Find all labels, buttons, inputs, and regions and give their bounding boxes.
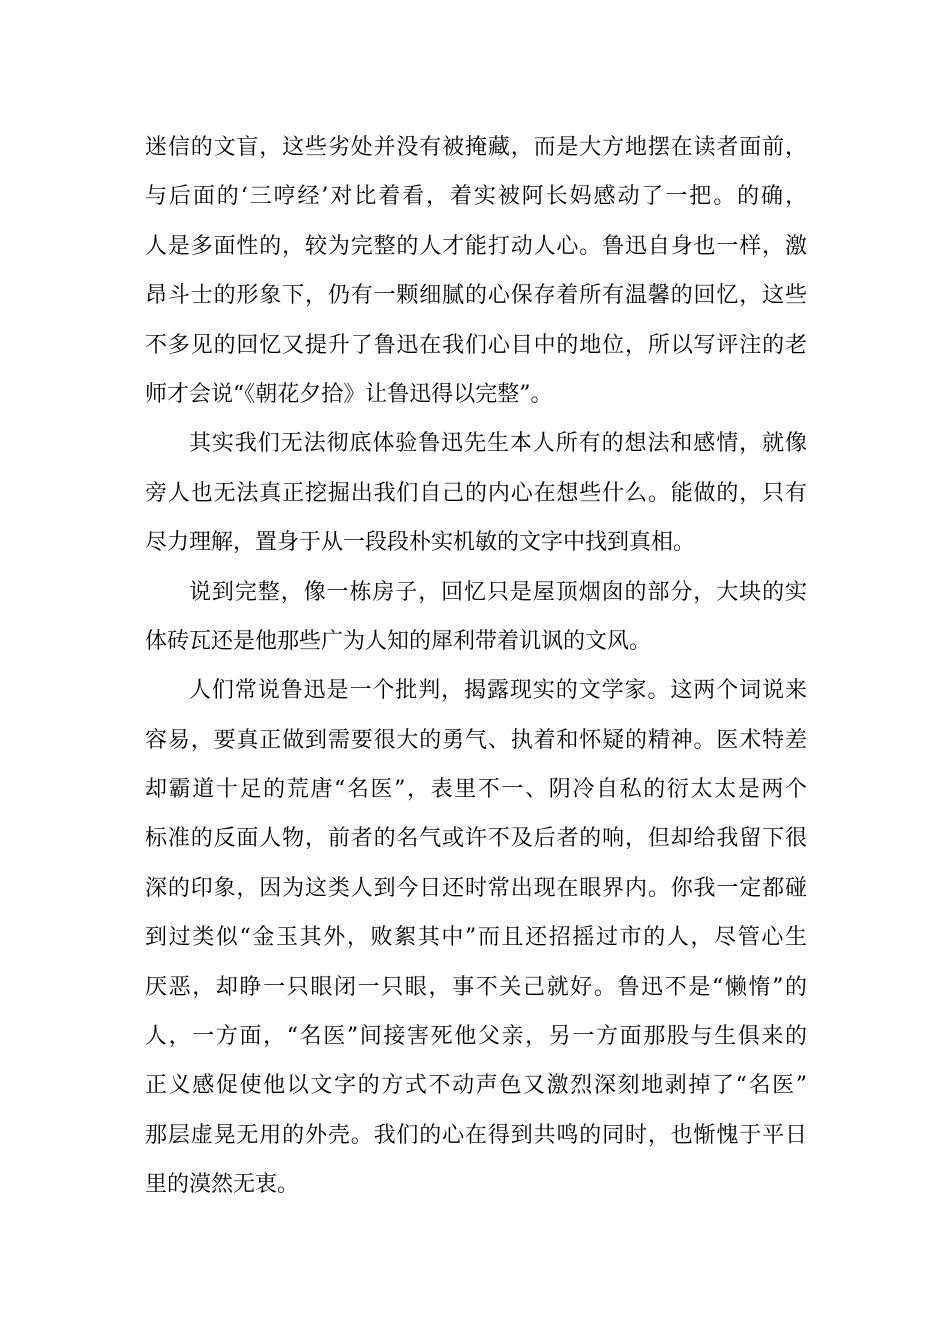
text-line: 里的漠然无衷。	[145, 1172, 300, 1198]
text-line: 其实我们无法彻底体验鲁迅先生本人所有的想法和感情，就像	[189, 431, 807, 457]
text-line: 厌恶，却睁一只眼闭一只眼，事不关己就好。鲁迅不是“懒惰”的	[145, 974, 807, 1000]
text-line: 正义感促使他以文字的方式不动声色又激烈深刻地剥掉了“名医”	[145, 1073, 807, 1099]
document-body	[145, 123, 807, 1210]
text-line: 不多见的回忆又提升了鲁迅在我们心目中的地位，所以写评注的老	[145, 332, 807, 358]
text-line: 标准的反面人物，前者的名气或许不及后者的响，但却给我留下很	[145, 826, 807, 852]
text-line: 昂斗士的形象下，仍有一颗细腻的心保存着所有温馨的回忆，这些	[145, 283, 807, 309]
text-line: 却霸道十足的荒唐“名医”，表里不一、阴冷自私的衍太太是两个	[145, 777, 807, 803]
text-line: 容易，要真正做到需要很大的勇气、执着和怀疑的精神。医术特差	[145, 727, 807, 753]
text-line: 人是多面性的，较为完整的人才能打动人心。鲁迅自身也一样，激	[145, 233, 807, 259]
text-line: 迷信的文盲，这些劣处并没有被掩藏，而是大方地摆在读者面前，	[145, 135, 807, 160]
text-line: 人们常说鲁迅是一个批判，揭露现实的文学家。这两个词说来	[189, 678, 807, 704]
text-line: 那层虚晃无用的外壳。我们的心在得到共鸣的同时，也惭愧于平日	[145, 1122, 807, 1148]
text-line: 体砖瓦还是他那些广为人知的犀利带着讥讽的文风。	[145, 628, 652, 654]
text-line: 到过类似“金玉其外，败絮其中”而且还招摇过市的人，尽管心生	[145, 925, 807, 951]
text-line: 尽力理解，置身于从一段段朴实机敏的文字中找到真相。	[145, 530, 696, 556]
text-line: 旁人也无法真正挖掘出我们自己的内心在想些什么。能做的，只有	[145, 480, 807, 506]
text-line: 师才会说“《朝花夕拾》让鲁迅得以完整”。	[145, 381, 553, 407]
text-line: 说到完整，像一栋房子，回忆只是屋顶烟囱的部分，大块的实	[189, 579, 807, 605]
text-line: 人，一方面，“名医”间接害死他父亲，另一方面那股与生俱来的	[145, 1024, 807, 1050]
text-line: 深的印象，因为这类人到今日还时常出现在眼界内。你我一定都碰	[145, 875, 807, 901]
text-line: 与后面的‘三哼经’对比着看，着实被阿长妈感动了一把。的确，	[145, 184, 807, 210]
